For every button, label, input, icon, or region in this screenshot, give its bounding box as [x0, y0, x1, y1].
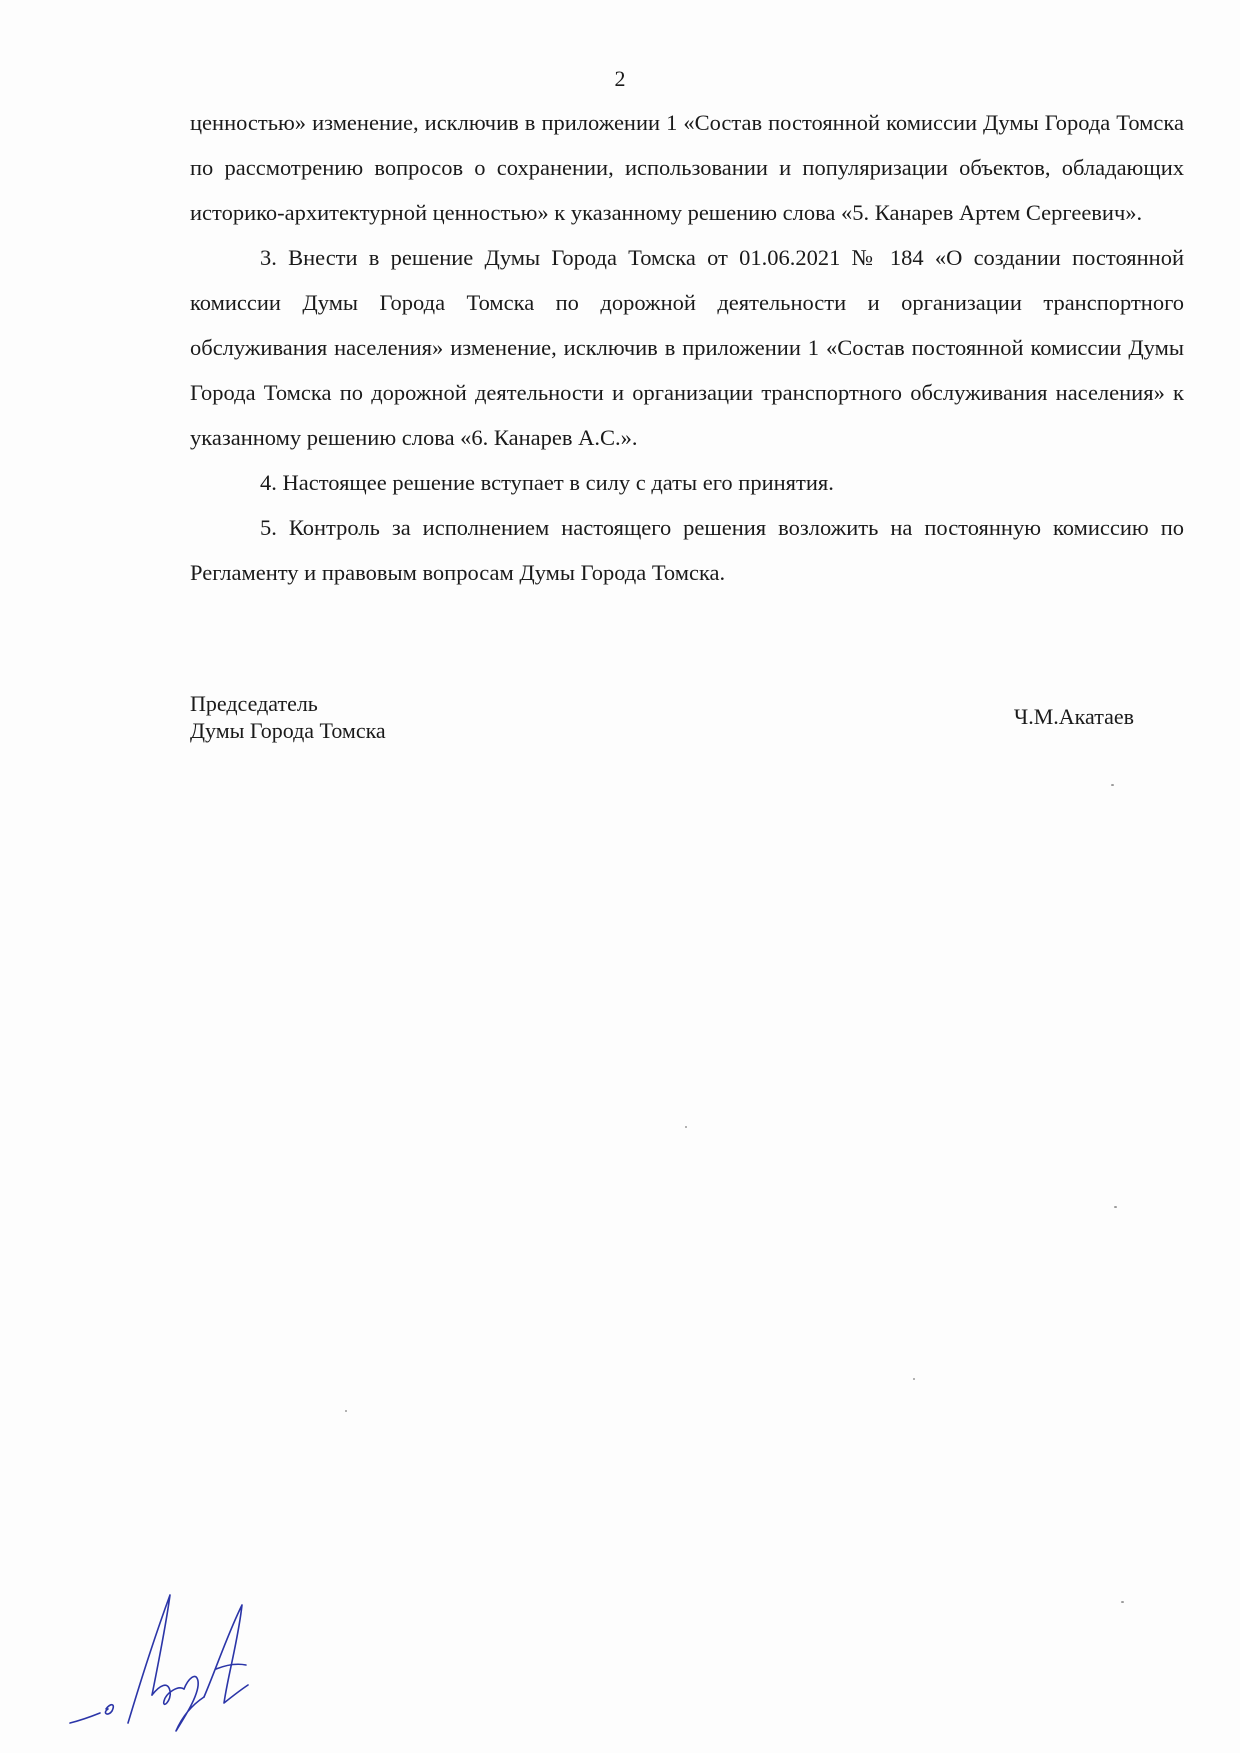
signer-title	[190, 690, 386, 744]
scan-speck	[1121, 1601, 1124, 1603]
signer-name: Ч.М.Акатаев	[1013, 704, 1134, 729]
scan-speck	[913, 1378, 915, 1380]
paragraph-continuation: ценностью» изменение, исключив в приложении 1 «Состав постоянной комиссии Думы Города Томска по рассмотрению вопросов о сохранении, использовании и популяризации объектов, обладающих историко-архитектурной ценностью» к указанному решению слова «5. Канарев Артем Сергеевич».	[190, 110, 1184, 225]
scan-speck	[685, 1126, 687, 1128]
paragraph-item-5: 5. Контроль за исполнением настоящего решения возложить на постоянную комиссию по Регламенту и правовым вопросам Думы Города Томска.	[190, 515, 1184, 585]
scan-speck	[345, 1410, 347, 1412]
handwritten-signature	[66, 1585, 276, 1735]
paragraph-item-3: 3. Внести в решение Думы Города Томска от 01.06.2021 № 184 «О создании постоянной комиссии Думы Города Томска по дорожной деятельности и организации транспортного обслуживания населения» изменение, исключив в приложении 1 «Состав постоянной комиссии Думы Города Томска по дорожной деятельности и организации транспортного обслуживания населения» к указанному решению слова «6. Канарев А.С.».	[190, 245, 1184, 450]
scan-speck	[1111, 784, 1114, 786]
document-body	[190, 100, 1184, 595]
paragraph-item-4: 4. Настоящее решение вступает в силу с даты его принятия.	[260, 470, 834, 495]
signer-title-line-2: Думы Города Томска	[190, 718, 386, 743]
scan-speck	[1114, 1206, 1117, 1208]
page-number: 2	[614, 66, 626, 91]
signer-title-line-1: Председатель	[190, 691, 318, 716]
signature-block	[190, 690, 1134, 744]
